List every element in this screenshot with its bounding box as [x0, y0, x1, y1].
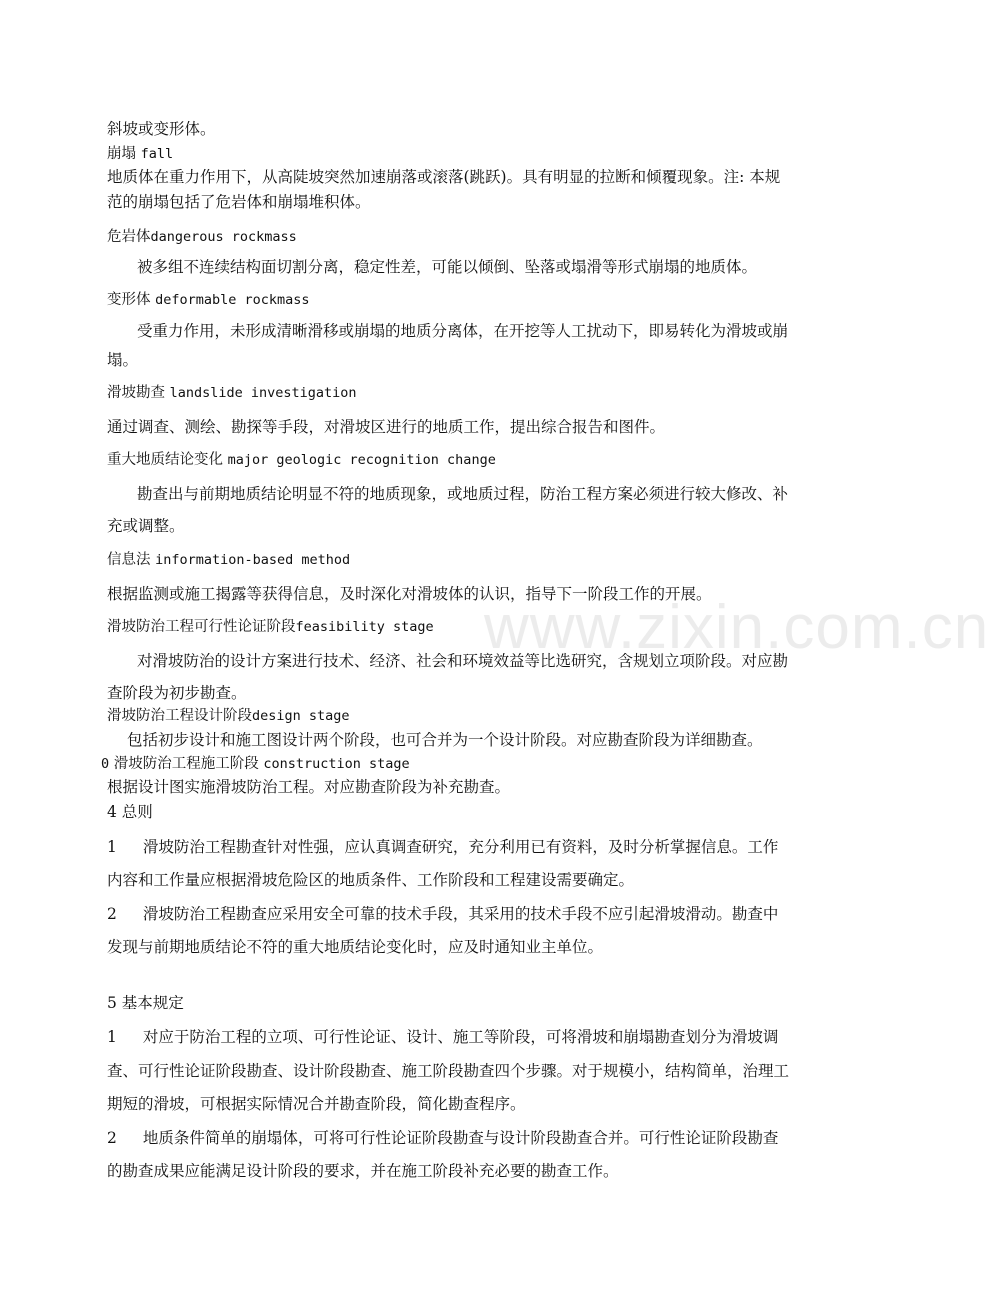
- term-heading-fall: [107, 143, 173, 165]
- term-heading-design-stage: [107, 705, 350, 727]
- text-line: 塌。: [107, 351, 139, 369]
- term-en: design stage: [252, 708, 350, 724]
- term-en: major geologic recognition change: [227, 452, 496, 468]
- clause-number: 1: [107, 1028, 117, 1046]
- text-line: 根据监测或施工揭露等获得信息，及时深化对滑坡体的认识，指导下一阶段工作的开展。: [107, 585, 712, 603]
- term-en: deformable rockmass: [155, 292, 310, 308]
- section-heading-general: 4 总则: [107, 803, 153, 821]
- text-line: 被多组不连续结构面切割分离，稳定性差，可能以倾倒、坠落或塌滑等形式崩塌的地质体。: [137, 258, 758, 276]
- term-en: construction stage: [263, 756, 410, 772]
- clause-number: 2: [107, 905, 117, 923]
- text-line: 充或调整。: [107, 517, 185, 535]
- clause-5-1: [107, 1026, 778, 1048]
- term-cn: 滑坡防治工程设计阶段: [107, 708, 252, 724]
- term-cn: 危岩体: [107, 229, 151, 245]
- term-en: dangerous rockmass: [150, 229, 297, 245]
- text-line: 范的崩塌包括了危岩体和崩塌堆积体。: [107, 193, 371, 211]
- text-line: 受重力作用，未形成清晰滑移或崩塌的地质分离体，在开挖等人工扰动下，即易转化为滑坡或崩: [137, 322, 789, 340]
- clause-number: 1: [107, 838, 117, 856]
- clause-4-2: [107, 903, 778, 925]
- term-cn: 崩塌: [107, 146, 136, 162]
- term-cn: 滑坡防治工程施工阶段: [113, 756, 259, 772]
- text-line: 对滑坡防治的设计方案进行技术、经济、社会和环境效益等比选研究，含规划立项阶段。对应勘: [137, 652, 789, 670]
- text-line: 通过调查、测绘、勘探等手段，对滑坡区进行的地质工作，提出综合报告和图件。: [107, 418, 666, 436]
- text-line: 查、可行性论证阶段勘查、设计阶段勘查、施工阶段勘查四个步骤。对于规模小，结构简单，治理工: [107, 1062, 790, 1080]
- term-en: feasibility stage: [295, 619, 434, 635]
- text-line: 地质体在重力作用下，从高陡坡突然加速崩落或滚落(跳跃)。具有明显的拉断和倾覆现象。注: 本规: [107, 168, 781, 186]
- term-cn: 滑坡防治工程可行性论证阶段: [107, 619, 296, 635]
- term-cn: 滑坡勘查: [107, 385, 165, 401]
- term-heading-landslide-investigation: [107, 382, 357, 404]
- term-heading-major-geologic-change: [107, 449, 496, 471]
- term-heading-deformable-rockmass: [107, 289, 310, 311]
- text-line: 期短的滑坡，可根据实际情况合并勘查阶段，简化勘查程序。: [107, 1095, 526, 1113]
- text-line: 查阶段为初步勘查。: [107, 684, 247, 702]
- term-en: landslide investigation: [169, 385, 357, 401]
- term-heading-construction-stage: [101, 753, 410, 775]
- clause-text: 对应于防治工程的立项、可行性论证、设计、施工等阶段，可将滑坡和崩塌勘查划分为滑坡调: [142, 1028, 779, 1046]
- term-en: information-based method: [155, 552, 351, 568]
- clause-4-1: [107, 836, 778, 858]
- section-heading-basic-rules: 5 基本规定: [107, 994, 184, 1012]
- text-line: 斜坡或变形体。: [107, 120, 216, 138]
- text-line: 勘查出与前期地质结论明显不符的地质现象，或地质过程，防治工程方案必须进行较大修改、补: [137, 485, 789, 503]
- term-number: 0: [101, 756, 110, 772]
- term-en: fall: [140, 146, 174, 162]
- clause-text: 滑坡防治工程勘查应采用安全可靠的技术手段，其采用的技术手段不应引起滑坡滑动。勘查中: [142, 905, 779, 923]
- term-heading-information-based-method: [107, 549, 350, 571]
- term-cn: 信息法: [107, 552, 151, 568]
- clause-text: 地质条件简单的崩塌体，可将可行性论证阶段勘查与设计阶段勘查合并。可行性论证阶段勘查: [142, 1129, 779, 1147]
- term-cn: 变形体: [107, 292, 151, 308]
- clause-5-2: [107, 1127, 778, 1149]
- text-line: 包括初步设计和施工图设计两个阶段，也可合并为一个设计阶段。对应勘查阶段为详细勘查。: [127, 731, 763, 749]
- text-line: 内容和工作量应根据滑坡危险区的地质条件、工作阶段和工程建设需要确定。: [107, 871, 635, 889]
- term-heading-dangerous-rockmass: [107, 226, 297, 248]
- clause-number: 2: [107, 1129, 117, 1147]
- text-line: 根据设计图实施滑坡防治工程。对应勘查阶段为补充勘查。: [107, 778, 511, 796]
- clause-text: 滑坡防治工程勘查针对性强，应认真调查研究，充分利用已有资料，及时分析掌握信息。工作: [142, 838, 779, 856]
- term-cn: 重大地质结论变化: [107, 452, 223, 468]
- term-heading-feasibility-stage: [107, 616, 434, 638]
- watermark: www.zixin.com.cn: [484, 593, 989, 662]
- text-line: 的勘查成果应能满足设计阶段的要求，并在施工阶段补充必要的勘查工作。: [107, 1162, 619, 1180]
- text-line: 发现与前期地质结论不符的重大地质结论变化时，应及时通知业主单位。: [107, 938, 604, 956]
